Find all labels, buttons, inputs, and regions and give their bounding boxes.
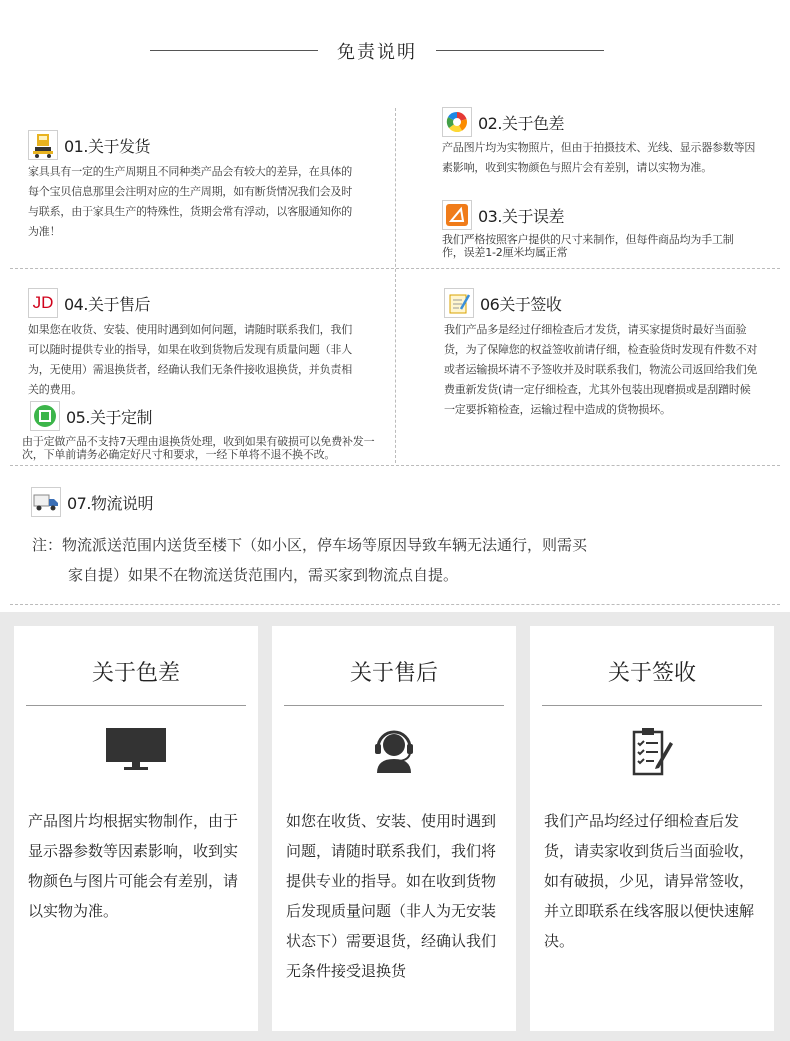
page-title-text: 免责说明: [337, 42, 417, 63]
card-title: 关于色差: [91, 661, 180, 686]
card-divider: [26, 705, 246, 706]
cargo-icon: [28, 130, 58, 160]
section-sign-receipt-body: 我们产品多是经过仔细检查后才发货，请买家提货时最好当面验货，为了保障您的权益签收前请仔细，检查验货时发现有件数不对或者运输损坏请不予签收并及时联系我们，物流公司返回给我们免费重新发货(请一定仔细检查，尤其外包装出现磨损或是刮蹭时候一定要拆箱检查，运输过程中造成的货物损坏。: [444, 323, 758, 416]
section-color-difference: [442, 106, 760, 178]
title-divider-right: [436, 50, 604, 51]
card-title: 关于售后: [349, 661, 438, 686]
custom-square-icon: [30, 401, 60, 431]
color-wheel-icon: [442, 107, 472, 137]
jd-logo-icon: [28, 288, 58, 318]
section-custom-order: [22, 400, 392, 461]
grid-divider-horizontal-1: [10, 268, 780, 269]
section-after-sales-title: 04.关于售后: [64, 294, 150, 314]
clipboard-icon: [630, 726, 674, 778]
truck-icon: [31, 487, 61, 517]
section-size-error-body: 我们严格按照客户提供的尺寸来制作，但每件商品均为手工制作，误差1-2厘米均属正常: [442, 233, 734, 259]
card-body: 我们产品均经过仔细检查后发货，请卖家收到货后当面验收，如有破损，少见，请异常签收，并立即联系在线客服以便快速解决。: [544, 812, 755, 950]
section-shipping-title: 01.关于发货: [64, 136, 150, 156]
card-body: 如您在收货、安装、使用时遇到问题，请随时联系我们，我们将提供专业的指导。如在收到货物后发现质量问题（非人为无安装状态下）需要退货，经确认我们无条件接受退换货: [286, 812, 497, 980]
title-divider-left: [150, 50, 318, 51]
grid-divider-vertical: [395, 108, 396, 463]
logistics-note-line-1: 注：物流派送范围内送货至楼下（如小区，停车场等原因导致车辆无法通行，则需买: [32, 536, 588, 554]
card-after-sales: [272, 626, 516, 1031]
card-title: 关于签收: [607, 661, 696, 686]
logistics-note: [32, 530, 722, 590]
section-custom-order-body: 由于定做产品不支持7天理由退换货处理，收到如果有破损可以免费补发一次，下单前请务必确定好尺寸和要求，一经下单将不退不换不改。: [22, 435, 375, 461]
section-sign-receipt-title: 06关于签收: [480, 294, 562, 314]
section-logistics: [31, 486, 431, 518]
section-custom-order-title: 05.关于定制: [66, 407, 152, 427]
monitor-icon: [104, 726, 168, 772]
section-color-difference-body: 产品图片均为实物照片，但由于拍摄技术、光线、显示器参数等因素影响，收到实物颜色与照片会有差别，请以实物为准。: [442, 141, 756, 174]
logistics-note-line-2: 家自提）如果不在物流送货范围内，需买家到物流点自提。: [68, 566, 459, 584]
card-divider: [542, 705, 762, 706]
section-shipping: [28, 129, 358, 242]
grid-divider-horizontal-2: [10, 465, 780, 466]
section-shipping-body: 家具具有一定的生产周期且不同种类产品会有较大的差异，在具体的每个宝贝信息那里会注明对应的生产周期，如有断货情况我们会及时与联系，由于家具生产的特殊性，货期会常有浮动，以客服通知你的为准！: [28, 165, 352, 238]
card-color-difference: [14, 626, 258, 1031]
section-size-error-title: 03.关于误差: [478, 206, 564, 226]
section-sign-receipt: [444, 287, 760, 420]
jd-logo-text: JD: [32, 293, 54, 312]
card-body: 产品图片均根据实物制作，由于显示器参数等因素影响，收到实物颜色与图片可能会有差别，请以实物为准。: [28, 812, 239, 920]
headset-icon: [369, 726, 419, 776]
sign-note-icon: [444, 288, 474, 318]
section-after-sales: [28, 287, 358, 400]
section-color-difference-title: 02.关于色差: [478, 113, 564, 133]
card-sign-receipt: [530, 626, 774, 1031]
grid-divider-horizontal-3: [10, 604, 780, 605]
section-logistics-title: 07.物流说明: [67, 493, 153, 513]
section-size-error: [442, 199, 760, 259]
page-title: [0, 36, 790, 66]
section-after-sales-body: 如果您在收货、安装、使用时遇到如何问题，请随时联系我们，我们可以随时提供专业的指导，如果在收到货物后发现有质量问题（非人为，无使用）需退换货者，经确认我们无条件接收退换货，并负责相关的费用。: [28, 323, 352, 396]
card-divider: [284, 705, 504, 706]
ruler-triangle-icon: [442, 200, 472, 230]
